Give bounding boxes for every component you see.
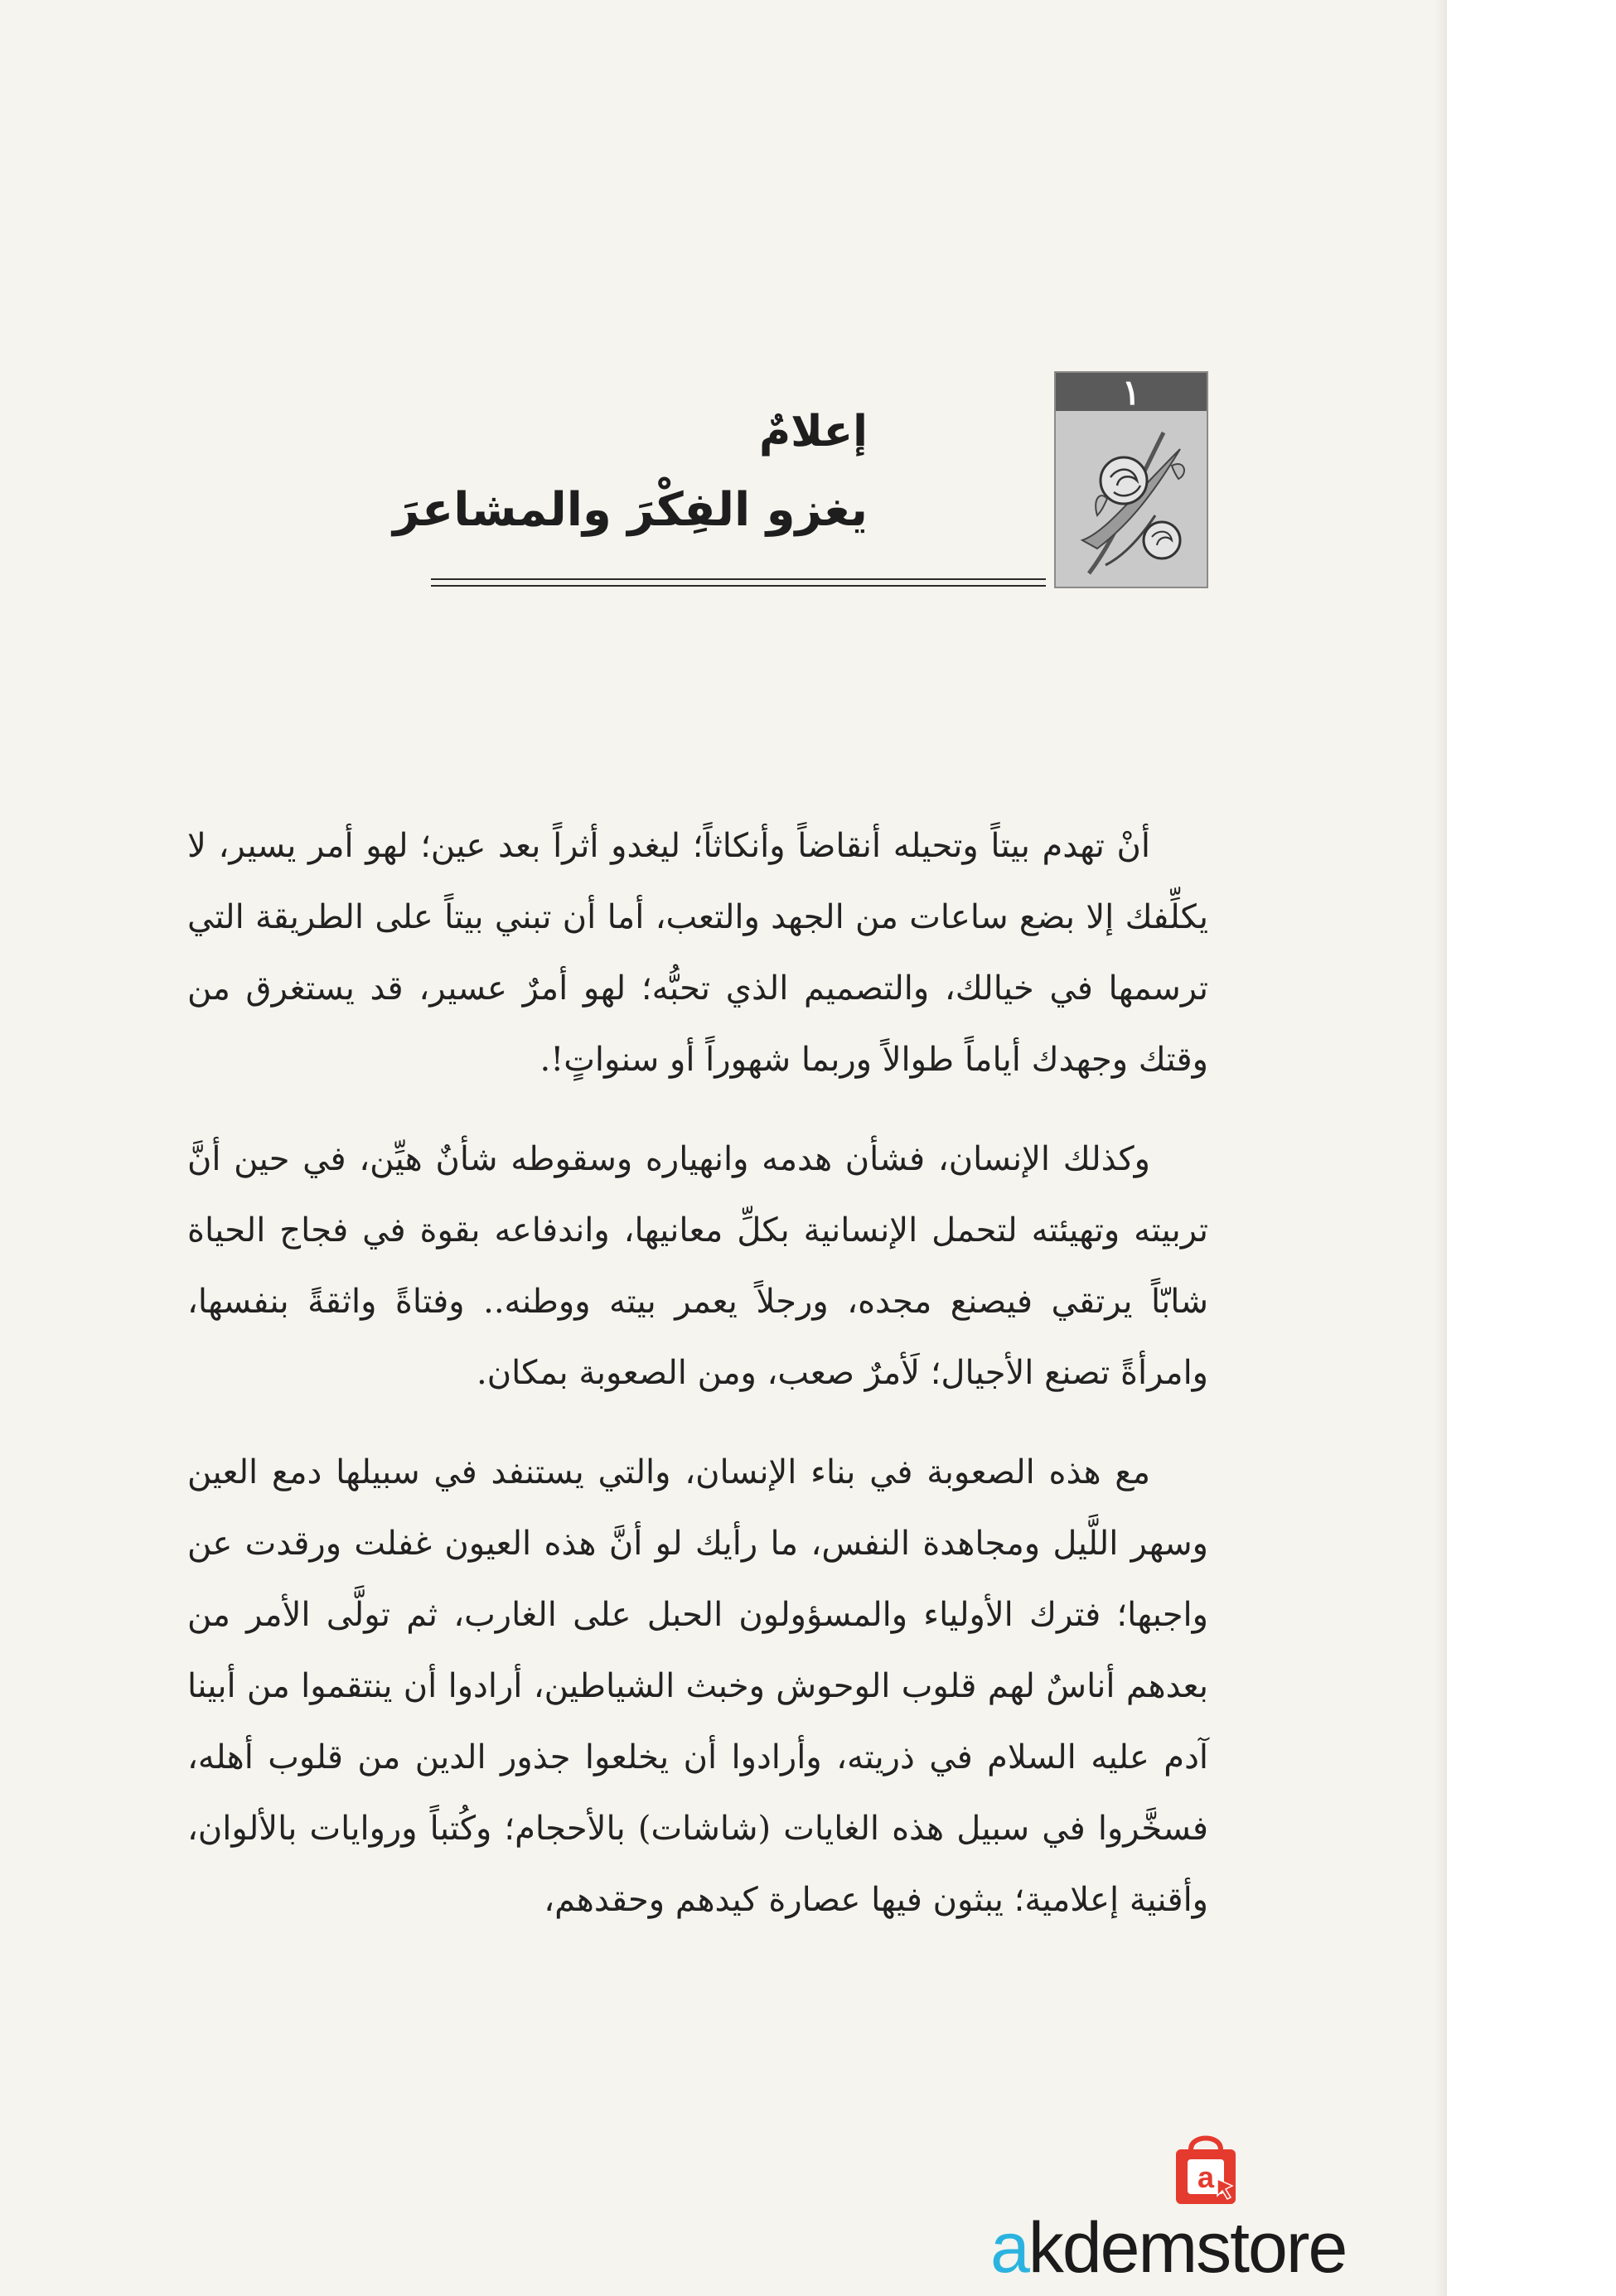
rose-icon xyxy=(1064,416,1200,582)
chapter-title-line-1: إعلامٌ xyxy=(759,407,868,457)
title-double-rule xyxy=(431,578,1046,587)
chapter-number: ١ xyxy=(1121,371,1141,413)
body-text xyxy=(187,810,1208,1964)
chapter-number-band xyxy=(1056,373,1207,411)
shopping-bag-icon xyxy=(1171,2128,1241,2207)
chapter-ornament xyxy=(1054,371,1208,588)
brand-name-rest: kdemstore xyxy=(1028,2208,1347,2288)
paragraph: وكذلك الإنسان، فشأن هدمه وانهياره وسقوطه شأنٌ هيِّن، في حين أنَّ تربيته وتهيئته لتحمل الإنسانية بكلِّ معانيها، واندفاعه بقوة في فجاج الحياة شابّاً يرتقي فيصنع مجده، ورجلاً يعمر بيته ووطنه.. وفتاةً واثقةً بنفسها، وامرأةً تصنع الأجيال؛ لَأمرٌ صعب، ومن الصعوبة بمكان. xyxy=(187,1140,1209,1392)
chapter-title xyxy=(393,406,868,539)
brand-letter-a: a xyxy=(990,2208,1028,2288)
brand-wordmark xyxy=(990,2208,1421,2288)
akdemstore-watermark-logo xyxy=(990,2128,1421,2288)
paragraph: أنْ تهدم بيتاً وتحيله أنقاضاً وأنكاثاً؛ ليغدو أثراً بعد عين؛ لهو أمر يسير، لا يكلِّفك إلا بضع ساعات من الجهد والتعب، أما أن تبني بيتاً على الطريقة التي ترسمها في خيالك، والتصميم الذي تحبُّه؛ لهو أمرٌ عسير، قد يستغرق من وقتك وجهدك أياماً طوالاً وربما شهوراً أو سنواتٍ!. xyxy=(187,827,1208,1079)
paragraph: مع هذه الصعوبة في بناء الإنسان، والتي يستنفد في سبيلها دمع العين وسهر اللَّيل ومجاهدة النفس، ما رأيك لو أنَّ هذه العيون غفلت ورقدت عن واجبها؛ فترك الأولياء والمسؤولون الحبل على الغارب، ثم تولَّى الأمر من بعدهم أناسٌ لهم قلوب الوحوش وخبث الشياطين، أرادوا أن ينتقموا من أبينا آدم عليه السلام في ذريته، وأرادوا أن يخلعوا جذور الدين من قلوب أهله، فسخَّروا في سبيل هذه الغايات (شاشات) بالأحجام؛ وكُتباً وروايات بالألوان، وأقنية إعلامية؛ يبثون فيها عصارة كيدهم وحقدهم، xyxy=(187,1453,1208,1919)
chapter-title-line-2: يغزو الفِكْرَ والمشاعرَ xyxy=(393,483,868,538)
badge-letter: a xyxy=(1197,2160,1215,2194)
scan-edge-shadow xyxy=(1435,0,1447,2296)
